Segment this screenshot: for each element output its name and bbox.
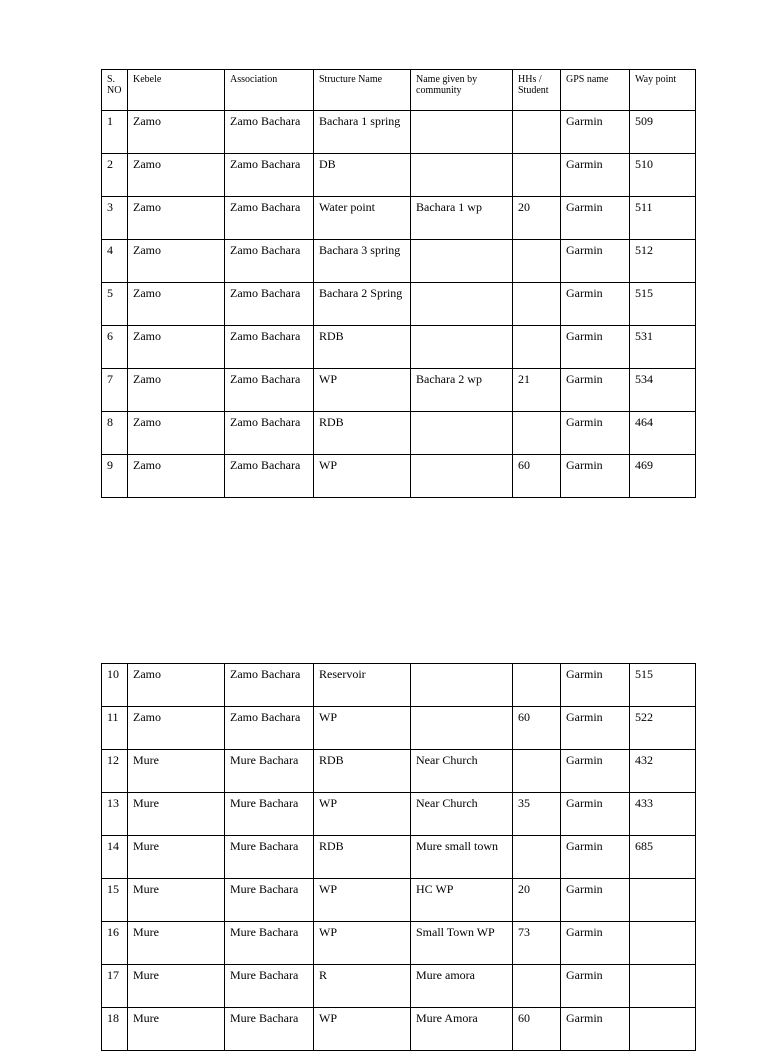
cell-structure-name: WP	[314, 455, 411, 498]
cell-way-point	[630, 1008, 696, 1051]
cell-community-name	[411, 707, 513, 750]
cell-way-point: 433	[630, 793, 696, 836]
table-row	[102, 369, 696, 412]
cell-way-point: 469	[630, 455, 696, 498]
cell-hhs-student	[513, 154, 561, 197]
cell-hhs-student	[513, 326, 561, 369]
cell-structure-name: WP	[314, 793, 411, 836]
cell-hhs-student	[513, 836, 561, 879]
cell-community-name: Near Church	[411, 750, 513, 793]
cell-kebele: Zamo	[128, 197, 225, 240]
header-hhs-student: HHs / Student	[513, 70, 561, 111]
header-structure-name: Structure Name	[314, 70, 411, 111]
cell-sno: 4	[102, 240, 128, 283]
cell-association: Zamo Bachara	[225, 455, 314, 498]
cell-kebele: Zamo	[128, 412, 225, 455]
table-row	[102, 455, 696, 498]
table-row	[102, 154, 696, 197]
cell-community-name	[411, 240, 513, 283]
cell-hhs-student	[513, 283, 561, 326]
cell-hhs-student: 20	[513, 197, 561, 240]
cell-gps-name: Garmin	[561, 879, 630, 922]
cell-hhs-student: 20	[513, 879, 561, 922]
cell-structure-name: WP	[314, 879, 411, 922]
cell-gps-name: Garmin	[561, 707, 630, 750]
header-kebele: Kebele	[128, 70, 225, 111]
header-association: Association	[225, 70, 314, 111]
cell-structure-name: RDB	[314, 836, 411, 879]
cell-community-name	[411, 326, 513, 369]
cell-kebele: Mure	[128, 879, 225, 922]
cell-gps-name: Garmin	[561, 326, 630, 369]
cell-gps-name: Garmin	[561, 836, 630, 879]
cell-hhs-student: 60	[513, 707, 561, 750]
cell-sno: 5	[102, 283, 128, 326]
cell-association: Mure Bachara	[225, 965, 314, 1008]
cell-kebele: Zamo	[128, 154, 225, 197]
cell-kebele: Zamo	[128, 240, 225, 283]
waypoint-table-part-1	[101, 69, 696, 498]
cell-kebele: Zamo	[128, 707, 225, 750]
cell-structure-name: WP	[314, 922, 411, 965]
table-row	[102, 664, 696, 707]
cell-sno: 2	[102, 154, 128, 197]
cell-sno: 16	[102, 922, 128, 965]
cell-structure-name: Bachara 3 spring	[314, 240, 411, 283]
cell-gps-name: Garmin	[561, 750, 630, 793]
cell-way-point	[630, 922, 696, 965]
cell-association: Zamo Bachara	[225, 197, 314, 240]
cell-hhs-student	[513, 412, 561, 455]
cell-gps-name: Garmin	[561, 664, 630, 707]
cell-hhs-student: 21	[513, 369, 561, 412]
cell-hhs-student: 35	[513, 793, 561, 836]
table-row	[102, 707, 696, 750]
cell-association: Zamo Bachara	[225, 283, 314, 326]
cell-kebele: Mure	[128, 836, 225, 879]
cell-sno: 15	[102, 879, 128, 922]
cell-structure-name: RDB	[314, 750, 411, 793]
cell-way-point: 685	[630, 836, 696, 879]
cell-gps-name: Garmin	[561, 793, 630, 836]
header-way-point: Way point	[630, 70, 696, 111]
cell-gps-name: Garmin	[561, 154, 630, 197]
table-row	[102, 111, 696, 154]
cell-hhs-student	[513, 664, 561, 707]
cell-gps-name: Garmin	[561, 197, 630, 240]
table-row	[102, 879, 696, 922]
cell-hhs-student: 73	[513, 922, 561, 965]
cell-way-point	[630, 879, 696, 922]
cell-sno: 9	[102, 455, 128, 498]
cell-way-point: 510	[630, 154, 696, 197]
cell-community-name: Small Town WP	[411, 922, 513, 965]
cell-sno: 13	[102, 793, 128, 836]
table-row	[102, 965, 696, 1008]
cell-association: Zamo Bachara	[225, 664, 314, 707]
cell-way-point: 531	[630, 326, 696, 369]
cell-kebele: Mure	[128, 1008, 225, 1051]
cell-way-point	[630, 965, 696, 1008]
cell-hhs-student	[513, 750, 561, 793]
cell-sno: 1	[102, 111, 128, 154]
cell-sno: 17	[102, 965, 128, 1008]
table-row	[102, 240, 696, 283]
cell-community-name: Bachara 2 wp	[411, 369, 513, 412]
cell-community-name: Mure amora	[411, 965, 513, 1008]
cell-structure-name: RDB	[314, 412, 411, 455]
cell-sno: 10	[102, 664, 128, 707]
cell-community-name	[411, 455, 513, 498]
cell-kebele: Mure	[128, 793, 225, 836]
cell-association: Mure Bachara	[225, 793, 314, 836]
cell-way-point: 522	[630, 707, 696, 750]
cell-community-name: Bachara 1 wp	[411, 197, 513, 240]
cell-community-name	[411, 111, 513, 154]
cell-gps-name: Garmin	[561, 369, 630, 412]
cell-kebele: Zamo	[128, 326, 225, 369]
table-row	[102, 750, 696, 793]
waypoint-table-part-2	[101, 663, 696, 1051]
table-row	[102, 836, 696, 879]
cell-community-name	[411, 412, 513, 455]
cell-structure-name: Bachara 2 Spring	[314, 283, 411, 326]
cell-sno: 14	[102, 836, 128, 879]
cell-structure-name: Bachara 1 spring	[314, 111, 411, 154]
table-row	[102, 412, 696, 455]
table-row	[102, 326, 696, 369]
table-body-part-1	[102, 111, 696, 498]
cell-sno: 8	[102, 412, 128, 455]
cell-community-name: Mure Amora	[411, 1008, 513, 1051]
cell-association: Zamo Bachara	[225, 412, 314, 455]
header-gps-name: GPS name	[561, 70, 630, 111]
cell-community-name: HC WP	[411, 879, 513, 922]
cell-association: Mure Bachara	[225, 750, 314, 793]
cell-sno: 11	[102, 707, 128, 750]
cell-gps-name: Garmin	[561, 922, 630, 965]
cell-way-point: 512	[630, 240, 696, 283]
cell-gps-name: Garmin	[561, 455, 630, 498]
cell-structure-name: Water point	[314, 197, 411, 240]
cell-hhs-student	[513, 240, 561, 283]
cell-structure-name: R	[314, 965, 411, 1008]
cell-kebele: Mure	[128, 965, 225, 1008]
cell-gps-name: Garmin	[561, 283, 630, 326]
cell-community-name	[411, 283, 513, 326]
cell-kebele: Zamo	[128, 111, 225, 154]
cell-association: Zamo Bachara	[225, 154, 314, 197]
cell-association: Mure Bachara	[225, 1008, 314, 1051]
cell-structure-name: Reservoir	[314, 664, 411, 707]
cell-kebele: Zamo	[128, 664, 225, 707]
cell-way-point: 511	[630, 197, 696, 240]
cell-association: Zamo Bachara	[225, 326, 314, 369]
cell-community-name: Near Church	[411, 793, 513, 836]
table-row	[102, 1008, 696, 1051]
cell-association: Zamo Bachara	[225, 707, 314, 750]
cell-kebele: Mure	[128, 922, 225, 965]
cell-hhs-student	[513, 965, 561, 1008]
table-row	[102, 922, 696, 965]
cell-community-name: Mure small town	[411, 836, 513, 879]
cell-way-point: 509	[630, 111, 696, 154]
cell-way-point: 534	[630, 369, 696, 412]
cell-way-point: 515	[630, 283, 696, 326]
header-sno: S. NO	[102, 70, 128, 111]
cell-way-point: 432	[630, 750, 696, 793]
table-row	[102, 197, 696, 240]
cell-gps-name: Garmin	[561, 965, 630, 1008]
cell-way-point: 515	[630, 664, 696, 707]
cell-gps-name: Garmin	[561, 111, 630, 154]
header-community-name: Name given by community	[411, 70, 513, 111]
table-row	[102, 283, 696, 326]
cell-kebele: Mure	[128, 750, 225, 793]
cell-association: Mure Bachara	[225, 836, 314, 879]
cell-structure-name: RDB	[314, 326, 411, 369]
cell-way-point: 464	[630, 412, 696, 455]
cell-structure-name: DB	[314, 154, 411, 197]
cell-hhs-student: 60	[513, 1008, 561, 1051]
cell-kebele: Zamo	[128, 369, 225, 412]
table-header-row	[102, 70, 696, 111]
table-row	[102, 793, 696, 836]
cell-association: Zamo Bachara	[225, 369, 314, 412]
cell-sno: 12	[102, 750, 128, 793]
cell-association: Zamo Bachara	[225, 240, 314, 283]
cell-sno: 3	[102, 197, 128, 240]
cell-community-name	[411, 664, 513, 707]
cell-sno: 18	[102, 1008, 128, 1051]
cell-association: Mure Bachara	[225, 879, 314, 922]
cell-gps-name: Garmin	[561, 240, 630, 283]
cell-association: Mure Bachara	[225, 922, 314, 965]
cell-association: Zamo Bachara	[225, 111, 314, 154]
cell-sno: 7	[102, 369, 128, 412]
table-body-part-2	[102, 664, 696, 1051]
cell-sno: 6	[102, 326, 128, 369]
cell-gps-name: Garmin	[561, 1008, 630, 1051]
cell-structure-name: WP	[314, 369, 411, 412]
cell-hhs-student	[513, 111, 561, 154]
cell-kebele: Zamo	[128, 455, 225, 498]
cell-community-name	[411, 154, 513, 197]
cell-gps-name: Garmin	[561, 412, 630, 455]
cell-kebele: Zamo	[128, 283, 225, 326]
cell-hhs-student: 60	[513, 455, 561, 498]
cell-structure-name: WP	[314, 1008, 411, 1051]
cell-structure-name: WP	[314, 707, 411, 750]
